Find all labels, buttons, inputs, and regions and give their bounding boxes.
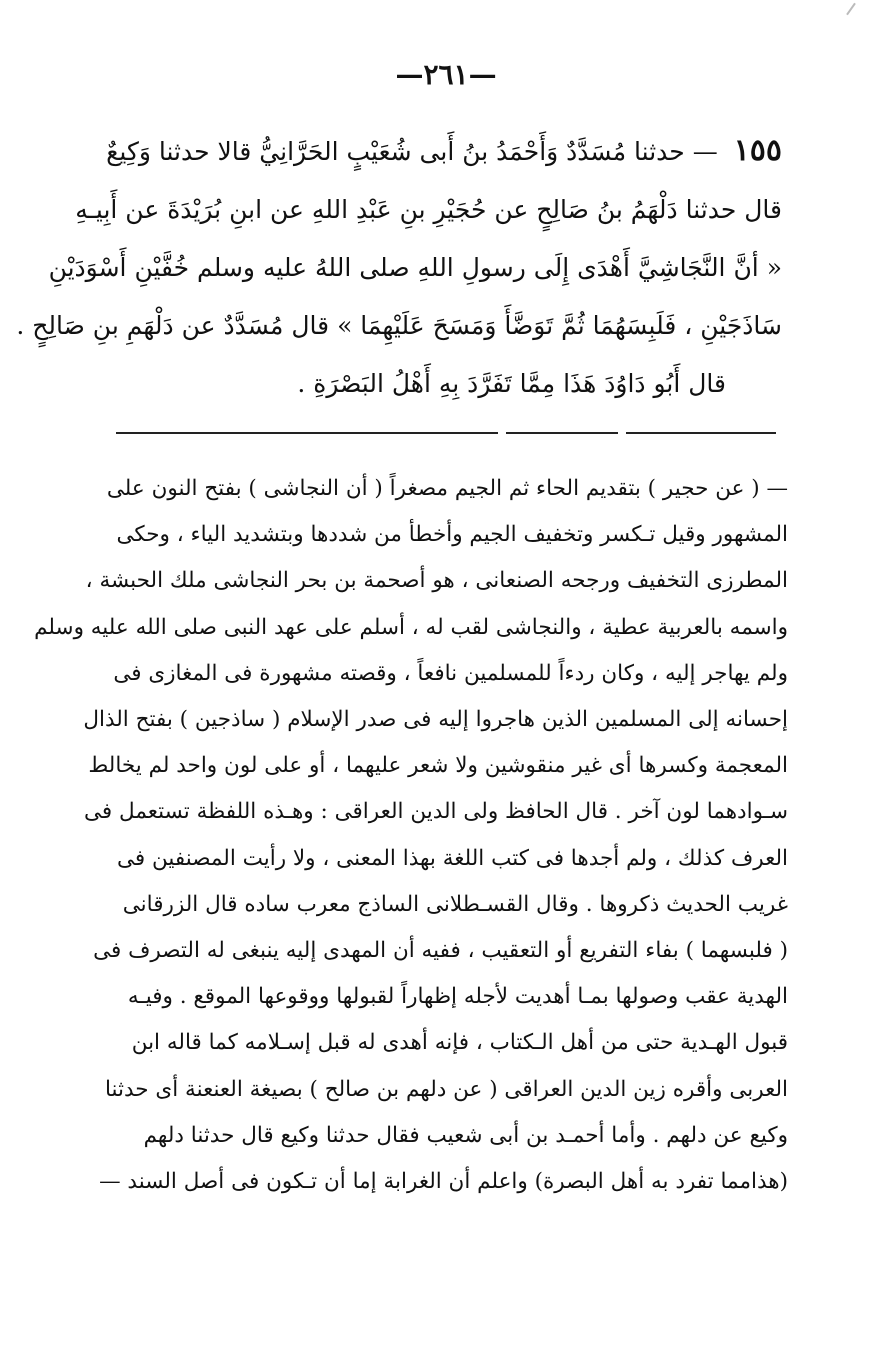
hadith-line-5: قال أَبُو دَاوُدَ هَذَا مِمَّا تَفَرَّدَ بِهِ أَهْلُ البَصْرَةِ . [297,369,726,398]
commentary-line: سـوادهما لون آخر . قال الحافظ ولى الدين العراقى : وهـذه اللفظة تستعمل فى [84,799,788,825]
commentary-line: وكيع عن دلهم . وأما أحمـد بن أبى شعيب فقال حدثنا وكيع قال حدثنا دلهم [143,1122,788,1148]
commentary-line: العرف كذلك ، ولم أجدها فى كتب اللغة بهذا المعنى ، ولا رأيت المصنفين فى [116,845,788,871]
commentary-line: المعجمة وكسرها أى غير منقوشين ولا شعر عليهما ، أو على لون واحد لم يخالط [88,753,788,779]
commentary-line: المطرزى التخفيف ورجحه الصنعانى ، هو أصحمة بن بحر النجاشى ملك الحبشة ، [85,568,788,594]
hadith-text [16,122,782,413]
footnote-divider-right [626,432,776,434]
hadith-line-2: قال حدثنا دَلْهَمُ بنُ صَالِحٍ عن حُجَيْرِ بنِ عَبْدِ اللهِ عن ابنِ بُرَيْدَةَ عن أَبِيـهِ [75,195,782,224]
hadith-line-1 [106,122,782,181]
hadith-line-3: « أنَّ النَّجَاشِيَّ أَهْدَى إِلَى رسولِ اللهِ صلى اللهُ عليه وسلم خُفَّيْنِ أَسْوَدَيْنِ [48,253,782,282]
commentary-line: الهدية عقب وصولها بمـا أهديت لأجله إظهاراً لقبولها ووقوعها الموقع . وفيـه [127,984,788,1010]
scan-mark [846,3,856,16]
hadith-number: ١٥٥ [733,133,782,168]
commentary-line: ( فلبسهما ) بفاء التفريع أو التعقيب ، ففيه أن المهدى إليه ينبغى له التصرف فى [93,938,788,964]
commentary-line: (هذامما تفرد به أهل البصرة) واعلم أن الغرابة إما أن تـكون فى أصل السند — [99,1169,788,1195]
commentary-text [34,466,788,1205]
page-number: —٢٦١— [395,58,497,91]
commentary-line: المشهور وقيل تـكسر وتخفيف الجيم وأخطأ من شددها وبتشديد الياء ، وحكى [116,522,788,548]
hadith-line-4: سَاذَجَيْنِ ، فَلَبِسَهُمَا ثُمَّ تَوَضَّأَ وَمَسَحَ عَلَيْهِمَا » قال مُسَدَّدٌ عن دَلْهَمِ بنِ صَالِحٍ . [16,311,782,340]
commentary-line: إحسانه إلى المسلمين الذين هاجروا إليه فى صدر الإسلام ( ساذجين ) بفتح الذال [83,707,788,733]
footnote-divider-left [116,432,498,434]
commentary-line: واسمه بالعربية عطية ، والنجاشى لقب له ، أسلم على عهد النبى صلى الله عليه وسلم [34,614,788,640]
commentary-line: — ( عن حجير ) بتقديم الحاء ثم الجيم مصغراً ( أن النجاشى ) بفتح النون على [106,476,788,501]
hadith-line-1-text: — حدثنا مُسَدَّدٌ وَأَحْمَدُ بنُ أَبى شُعَيْبٍ الحَرَّانِيُّ قالا حدثنا وَكِيعٌ [106,137,718,166]
commentary-line: العربى وأقره زين الدين العراقى ( عن دلهم بن صالح ) بصيغة العنعنة أى حدثنا [104,1076,788,1102]
commentary-line: غريب الحديث ذكروها . وقال القسـطلانى الساذج معرب ساده قال الزرقانى [122,891,788,917]
commentary-line: قبول الهـدية حتى من أهل الـكتاب ، فإنه أهدى له قبل إسـلامه كما قاله ابن [131,1030,788,1056]
commentary-line: ولم يهاجر إليه ، وكان ردءاً للمسلمين نافعاً ، وقصته مشهورة فى المغازى فى [113,660,788,686]
footnote-divider-middle [506,432,618,434]
